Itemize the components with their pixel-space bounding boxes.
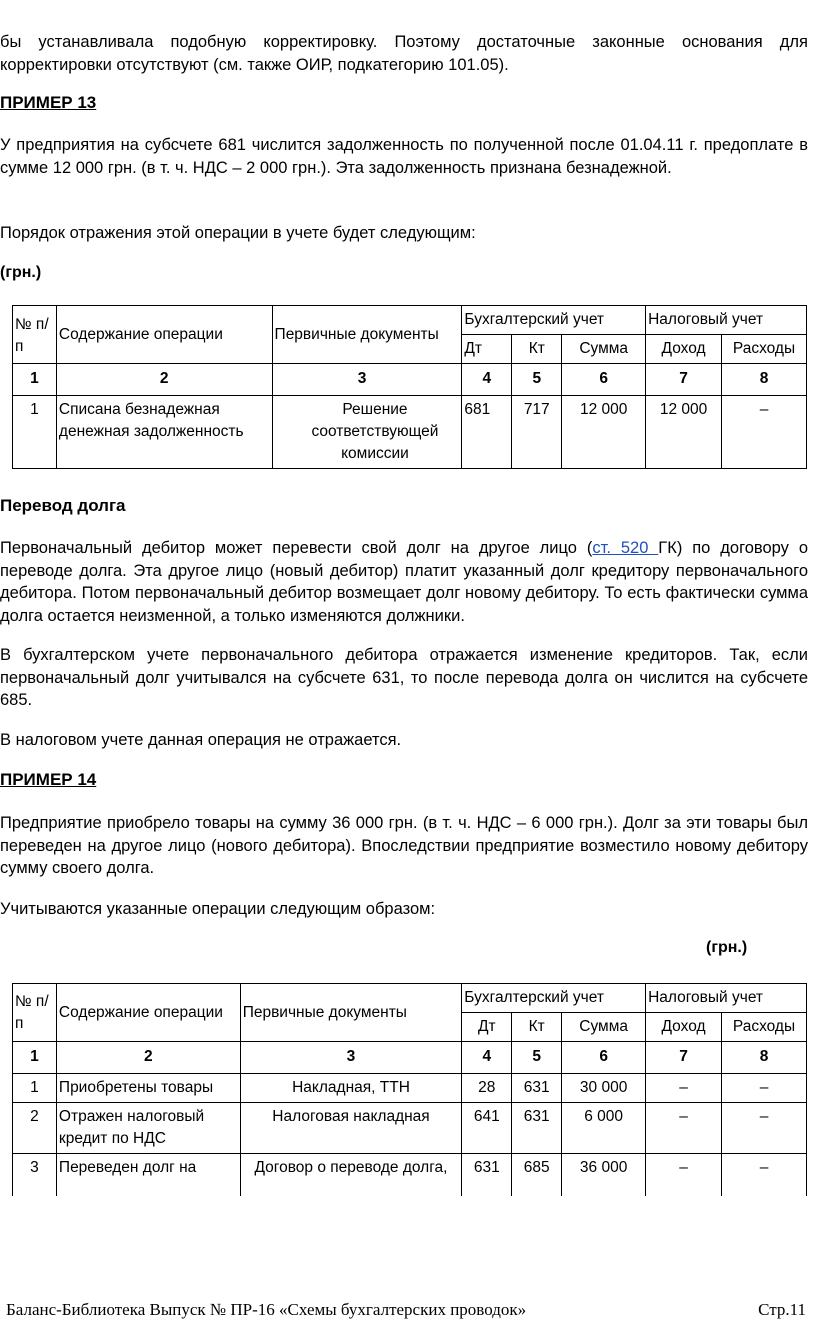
header-dt: Дт: [462, 335, 512, 364]
example14-paragraph-2: Учитываются указанные операции следующим образом:: [0, 900, 436, 918]
col-number: 5: [512, 1042, 562, 1074]
example13-table: [12, 305, 807, 469]
col-number: 3: [272, 364, 462, 396]
row-docs: Налоговая накладная: [240, 1103, 462, 1154]
row-expense: –: [722, 1074, 807, 1103]
col-number: 1: [13, 364, 57, 396]
intro-paragraph: бы устанавливала подобную корректировку. Поэтому достаточные законные основания для корректировки отсутствуют (см. также ОИР, подкатегорию 101.05).: [0, 33, 808, 74]
header-sum: Сумма: [562, 335, 646, 364]
header-income: Доход: [646, 1013, 722, 1042]
header-content: Содержание операции: [56, 984, 240, 1042]
table-row: [13, 396, 807, 469]
row-dt: 631: [462, 1154, 512, 1197]
col-number: 6: [562, 364, 646, 396]
row-dt: 681: [462, 396, 512, 469]
header-expense: Расходы: [722, 335, 807, 364]
row-docs: Договор о переводе долга,: [240, 1154, 462, 1197]
row-kt: 631: [512, 1103, 562, 1154]
header-dt: Дт: [462, 1013, 512, 1042]
example13-unit: (грн.): [0, 264, 42, 281]
col-number: 7: [646, 1042, 722, 1074]
row-sum: 30 000: [562, 1074, 646, 1103]
example14-table: [12, 983, 807, 1196]
header-kt: Кт: [512, 1013, 562, 1042]
col-number: 5: [512, 364, 562, 396]
example13-paragraph-2: Порядок отражения этой операции в учете будет следующим:: [0, 224, 476, 242]
row-number: 2: [13, 1103, 57, 1154]
footer-publication: Баланс-Библиотека Выпуск № ПР-16 «Схемы бухгалтерских проводок»: [6, 1300, 527, 1319]
col-number: 7: [646, 364, 722, 396]
row-number: 1: [13, 396, 57, 469]
transfer-paragraph-3: В налоговом учете данная операция не отражается.: [0, 731, 402, 749]
row-number: 1: [13, 1074, 57, 1103]
col-number: 4: [462, 1042, 512, 1074]
article-520-link[interactable]: ст. 520: [592, 539, 659, 557]
row-docs: Решение соответствующей комиссии: [272, 396, 462, 469]
table-row: [13, 1103, 807, 1154]
col-number: 8: [722, 1042, 807, 1074]
row-content: Приобретены товары: [56, 1074, 240, 1103]
header-income: Доход: [646, 335, 722, 364]
row-number: 3: [13, 1154, 57, 1197]
row-content: Отражен налоговый кредит по НДС: [56, 1103, 240, 1154]
header-tax: Налоговый учет: [646, 984, 807, 1013]
header-kt: Кт: [512, 335, 562, 364]
transfer-paragraph-2: В бухгалтерском учете первоначального дебитора отражается изменение кредиторов. Так, если первоначальный долг учитывался на субсчете 631, то после перевода долга он числится на субсчете 685.: [0, 646, 808, 709]
example13-heading: ПРИМЕР 13: [0, 93, 97, 112]
row-sum: 12 000: [562, 396, 646, 469]
row-income: 12 000: [646, 396, 722, 469]
row-sum: 36 000: [562, 1154, 646, 1197]
header-tax: Налоговый учет: [646, 306, 807, 335]
header-docs: Первичные документы: [272, 306, 462, 364]
row-dt: 28: [462, 1074, 512, 1103]
col-number: 8: [722, 364, 807, 396]
row-kt: 631: [512, 1074, 562, 1103]
row-expense: –: [722, 396, 807, 469]
table-row: [13, 1154, 807, 1197]
example13-paragraph-1: У предприятия на субсчете 681 числится задолженность по полученной после 01.04.11 г. предоплате в сумме 12 000 грн. (в т. ч. НДС – 2 000 грн.). Эта задолженность признана безнадежной.: [0, 136, 808, 177]
col-number: 3: [240, 1042, 462, 1074]
header-content: Содержание операции: [56, 306, 272, 364]
header-num: № п/п: [13, 984, 57, 1042]
header-num: № п/п: [13, 306, 57, 364]
example14-paragraph-1: Предприятие приобрело товары на сумму 36 000 грн. (в т. ч. НДС – 6 000 грн.). Долг за эти товары был переведен на другое лицо (нового дебитора). Впоследствии предприятие возместило новому дебитору сумму своего долга.: [0, 814, 808, 877]
col-number: 2: [56, 364, 272, 396]
row-sum: 6 000: [562, 1103, 646, 1154]
col-number: 6: [562, 1042, 646, 1074]
col-number: 2: [56, 1042, 240, 1074]
table-row: [13, 1074, 807, 1103]
page-number: Стр.11: [758, 1300, 806, 1319]
header-accounting: Бухгалтерский учет: [462, 984, 646, 1013]
row-docs: Накладная, ТТН: [240, 1074, 462, 1103]
row-income: –: [646, 1074, 722, 1103]
transfer-paragraph-1-text: Первоначальный дебитор может перевести свой долг на другое лицо (: [0, 539, 593, 557]
row-expense: –: [722, 1154, 807, 1197]
row-content: Списана безнадежная денежная задолженность: [56, 396, 272, 469]
header-sum: Сумма: [562, 1013, 646, 1042]
row-expense: –: [722, 1103, 807, 1154]
row-dt: 641: [462, 1103, 512, 1154]
example14-heading: ПРИМЕР 14: [0, 770, 97, 789]
header-expense: Расходы: [722, 1013, 807, 1042]
page-footer: [6, 1300, 806, 1320]
header-docs: Первичные документы: [240, 984, 462, 1042]
transfer-paragraph-1: [0, 537, 808, 627]
header-accounting: Бухгалтерский учет: [462, 306, 646, 335]
transfer-paragraph-1-text-rest: ГК) по договору о переводе долга. Эта другое лицо (новый дебитор) платит указанный долг кредитору первоначального дебитора. Потом первоначальный дебитор возмещает долг новому дебитору. То есть фактически сумма долга остается неизменной, а только изменяются должники.: [0, 539, 808, 625]
row-kt: 717: [512, 396, 562, 469]
transfer-heading: Перевод долга: [0, 496, 126, 515]
col-number: 1: [13, 1042, 57, 1074]
example14-unit: (грн.): [706, 939, 748, 956]
row-content: Переведен долг на: [56, 1154, 240, 1197]
row-income: –: [646, 1154, 722, 1197]
row-kt: 685: [512, 1154, 562, 1197]
row-income: –: [646, 1103, 722, 1154]
col-number: 4: [462, 364, 512, 396]
